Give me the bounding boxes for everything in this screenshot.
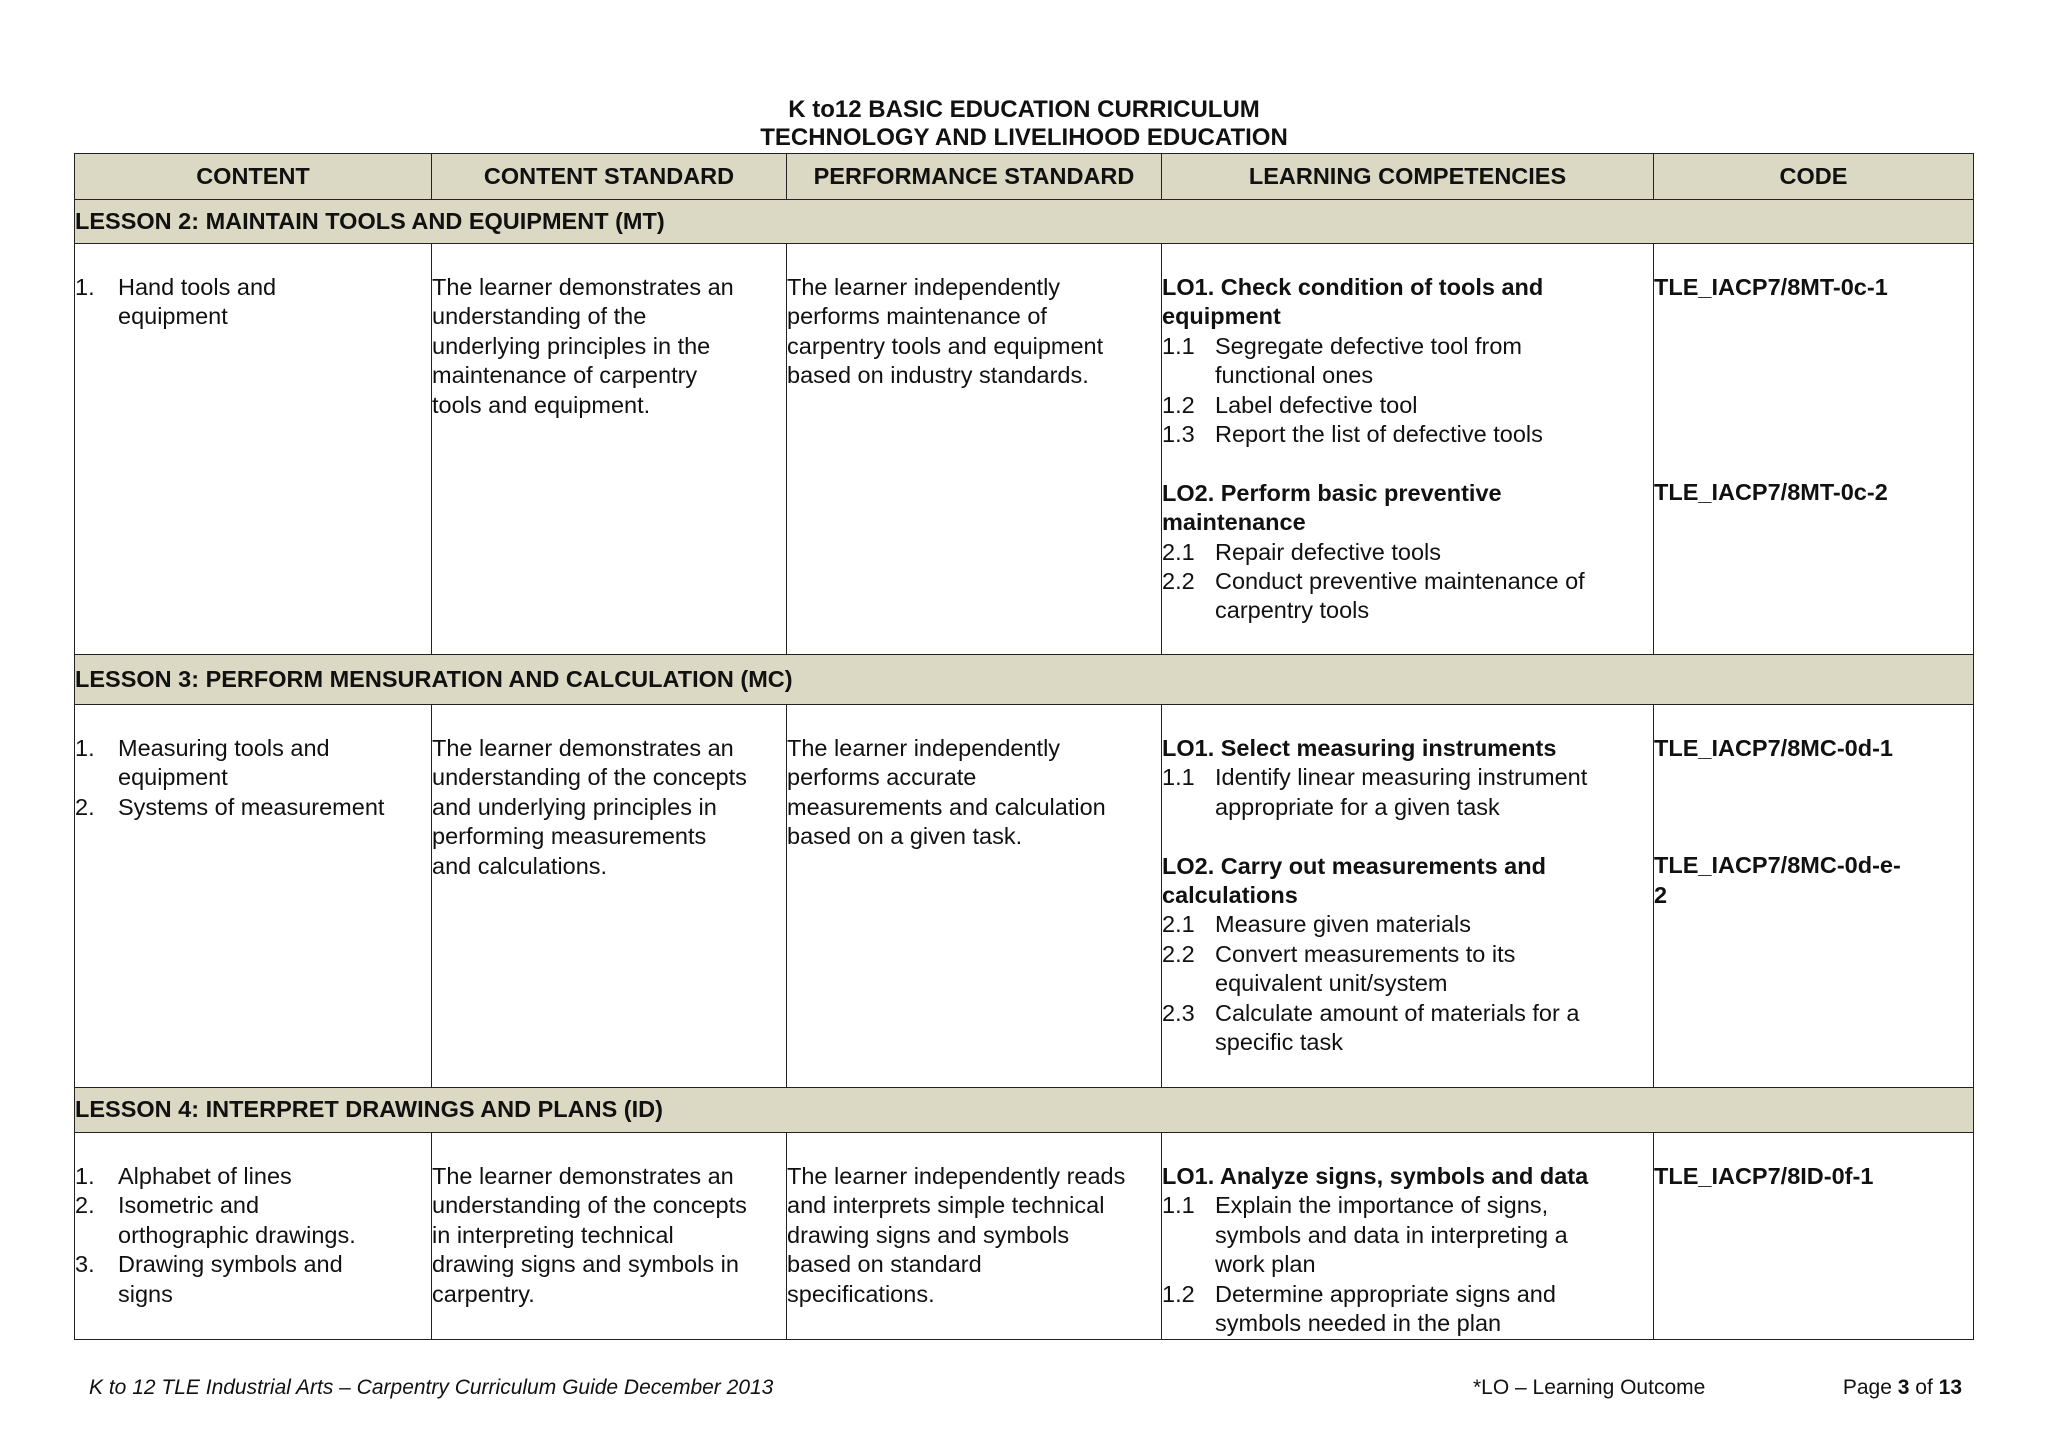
- competency-number: 1.1: [1162, 332, 1195, 359]
- code-cell: [1654, 1133, 1974, 1340]
- competency-number: 1.1: [1162, 1192, 1195, 1219]
- learning-outcome: [1162, 734, 1653, 822]
- list-number: 2.: [75, 793, 95, 820]
- competency-item: [1162, 567, 1653, 626]
- learning-outcome-heading: LO2. Carry out measurements and calculations: [1162, 852, 1546, 909]
- document-title: [0, 96, 2048, 152]
- competency-number: 2.1: [1162, 911, 1195, 938]
- learning-outcome-heading: LO2. Perform basic preventive maintenance: [1162, 479, 1502, 536]
- page-current: 3: [1897, 1376, 1910, 1399]
- list-number: 3.: [75, 1251, 95, 1278]
- content-list-item: [75, 1162, 431, 1191]
- competency-number: 2.1: [1162, 538, 1195, 565]
- competency-code: TLE_IACP7/8MC-0d-1: [1654, 735, 1893, 761]
- content-list-item: [75, 273, 431, 332]
- lesson-title: LESSON 2: MAINTAIN TOOLS AND EQUIPMENT (MT): [75, 200, 1974, 244]
- competency-item: [1162, 420, 1653, 449]
- lesson-header-row: [75, 1088, 1974, 1133]
- header-content: CONTENT: [75, 154, 432, 200]
- lesson-content-row: [75, 705, 1974, 1088]
- learning-competencies-cell: [1162, 705, 1654, 1088]
- performance-standard-text: The learner independently reads and interprets simple technical drawing signs and symbols based on standard specifications.: [787, 1163, 1126, 1307]
- content-cell: [75, 705, 432, 1088]
- content-standard-cell: [432, 705, 787, 1088]
- code-cell: [1654, 705, 1974, 1088]
- competency-item: [1162, 1280, 1653, 1339]
- competency-number: 1.2: [1162, 391, 1195, 418]
- lesson-header-row: [75, 200, 1974, 244]
- competency-code: TLE_IACP7/8MC-0d-e-2: [1654, 852, 1901, 908]
- page-number: [1843, 1375, 1962, 1401]
- competency-item: [1162, 1191, 1653, 1279]
- list-number: 1.: [75, 274, 95, 300]
- content-cell: [75, 1133, 432, 1340]
- title-line-1: K to12 BASIC EDUCATION CURRICULUM: [788, 96, 1260, 123]
- content-list-item: [75, 1250, 431, 1309]
- list-number: 1.: [75, 735, 95, 761]
- learning-outcome-heading: LO1. Analyze signs, symbols and data: [1162, 1163, 1589, 1189]
- competency-item: [1162, 999, 1653, 1058]
- competency-text: Conduct preventive maintenance of carpentry tools: [1215, 568, 1585, 624]
- lesson-content-row: [75, 244, 1974, 655]
- competency-text: Repair defective tools: [1215, 538, 1441, 565]
- header-learning-competencies: LEARNING COMPETENCIES: [1162, 154, 1654, 200]
- header-content-standard: CONTENT STANDARD: [432, 154, 787, 200]
- competency-code: TLE_IACP7/8MT-0c-2: [1654, 479, 1888, 506]
- lesson-title: LESSON 3: PERFORM MENSURATION AND CALCULATION (MC): [75, 655, 1974, 705]
- list-text: Isometric and orthographic drawings.: [118, 1192, 356, 1248]
- content-list-item: [75, 1191, 431, 1250]
- competency-text: Calculate amount of materials for a specific task: [1215, 999, 1580, 1056]
- list-text: Measuring tools and equipment: [118, 735, 330, 791]
- learning-outcome-heading: LO1. Select measuring instruments: [1162, 735, 1557, 761]
- list-text: Drawing symbols and signs: [118, 1251, 343, 1307]
- performance-standard-text: The learner independently performs accurate measurements and calculation based on a given task.: [787, 735, 1106, 850]
- lesson-header-row: [75, 655, 1974, 705]
- competency-item: [1162, 391, 1653, 420]
- content-list-item: [75, 793, 431, 822]
- table-header-row: [75, 154, 1974, 200]
- performance-standard-cell: [787, 705, 1162, 1088]
- page-label: Page: [1842, 1376, 1892, 1399]
- competency-item: [1162, 538, 1653, 567]
- content-cell: [75, 244, 432, 655]
- competency-item: [1162, 910, 1653, 939]
- learning-outcome-heading: LO1. Check condition of tools and equipment: [1162, 274, 1544, 330]
- learning-outcome: [1162, 852, 1653, 1058]
- competency-number: 2.2: [1162, 940, 1195, 967]
- competency-text: Measure given materials: [1215, 911, 1471, 938]
- performance-standard-cell: [787, 1133, 1162, 1340]
- competency-item: [1162, 940, 1653, 999]
- learning-competencies-cell: [1162, 1133, 1654, 1340]
- competency-number: 2.3: [1162, 999, 1195, 1026]
- content-list-item: [75, 734, 431, 793]
- competency-code: TLE_IACP7/8ID-0f-1: [1654, 1163, 1874, 1189]
- competency-text: Determine appropriate signs and symbols needed in the plan: [1215, 1280, 1556, 1337]
- list-number: 1.: [75, 1163, 95, 1189]
- competency-text: Label defective tool: [1215, 391, 1418, 418]
- learning-outcome: [1162, 273, 1653, 449]
- lesson-title: LESSON 4: INTERPRET DRAWINGS AND PLANS (ID): [75, 1088, 1974, 1133]
- competency-number: 2.2: [1162, 568, 1195, 595]
- lesson-content-row: [75, 1133, 1974, 1340]
- footer-guide-title: K to 12 TLE Industrial Arts – Carpentry Curriculum Guide December 2013: [89, 1376, 774, 1399]
- learning-outcome: [1162, 479, 1653, 626]
- code-cell: [1654, 244, 1974, 655]
- competency-text: Convert measurements to its equivalent unit/system: [1215, 940, 1516, 997]
- competency-item: [1162, 332, 1653, 391]
- competency-code: TLE_IACP7/8MT-0c-1: [1654, 274, 1888, 300]
- content-standard-cell: [432, 244, 787, 655]
- competency-item: [1162, 763, 1653, 822]
- list-text: Alphabet of lines: [118, 1163, 292, 1189]
- footer-lo-note: *LO – Learning Outcome: [1473, 1376, 1706, 1399]
- list-number: 2.: [75, 1192, 95, 1219]
- learning-competencies-cell: [1162, 244, 1654, 655]
- competency-number: 1.1: [1162, 764, 1195, 791]
- performance-standard-text: The learner independently performs maintenance of carpentry tools and equipment based on industry standards.: [787, 274, 1104, 389]
- performance-standard-cell: [787, 244, 1162, 655]
- competency-number: 1.3: [1162, 421, 1195, 448]
- content-standard-text: The learner demonstrates an understanding of the underlying principles in the maintenance of carpentry tools and equipment.: [432, 274, 734, 418]
- content-standard-text: The learner demonstrates an understanding of the concepts in interpreting technical drawing signs and symbols in carpentry.: [432, 1163, 747, 1307]
- competency-text: Identify linear measuring instrument appropriate for a given task: [1215, 764, 1588, 820]
- competency-number: 1.2: [1162, 1280, 1195, 1307]
- page-total: 13: [1938, 1376, 1962, 1399]
- page-of-label: of: [1915, 1376, 1933, 1399]
- list-text: Hand tools and equipment: [118, 274, 277, 330]
- content-standard-cell: [432, 1133, 787, 1340]
- competency-text: Report the list of defective tools: [1215, 421, 1543, 448]
- content-standard-text: The learner demonstrates an understanding of the concepts and underlying principles in performing measurements and calculations.: [432, 735, 747, 879]
- title-line-2: TECHNOLOGY AND LIVELIHOOD EDUCATION: [760, 124, 1288, 151]
- curriculum-table: [74, 153, 1974, 1340]
- competency-text: Segregate defective tool from functional ones: [1215, 332, 1522, 389]
- header-performance-standard: PERFORMANCE STANDARD: [787, 154, 1162, 200]
- list-text: Systems of measurement: [118, 793, 385, 820]
- competency-text: Explain the importance of signs, symbols and data in interpreting a work plan: [1215, 1192, 1568, 1278]
- learning-outcome: [1162, 1162, 1653, 1338]
- header-code: CODE: [1654, 154, 1974, 200]
